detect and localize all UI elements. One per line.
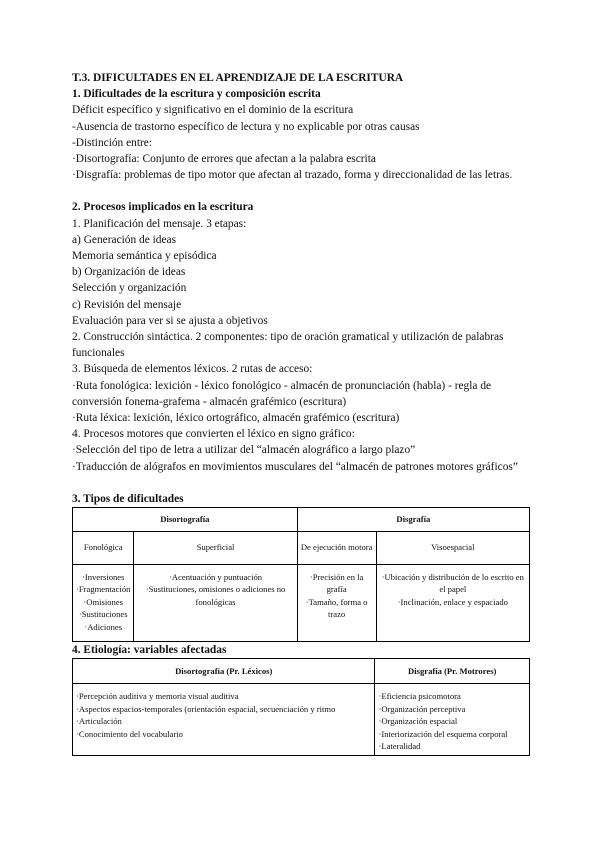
cell-item: ·Conocimiento del vocabulario [76,728,183,739]
cell-item: ·Omisiones [83,596,124,607]
section1-line: Déficit específico y significativo en el dominio de la escritura [72,104,354,117]
section2-line: 3. Búsqueda de elementos léxicos. 2 rutas de acceso: [72,363,313,376]
table-group-header: Disortografía [73,508,298,532]
section2-line: a) Generación de ideas [72,233,177,246]
section4-heading: 4. Etiología: variables afectadas [72,643,227,656]
table-subheader: Visoespacial [376,531,529,564]
table-cell [376,564,529,641]
section2-line: Selección y organización [72,282,187,295]
cell-item: ·Organización perceptiva [378,703,466,714]
section1-line: ·Disgrafía: problemas de tipo motor que afectan al trazado, forma y direccionalidad de las letras. [72,169,513,182]
table-group-header: Disgrafía [297,508,529,532]
cell-item: ·Organización espacial [378,716,458,727]
cell-item: ·Tamaño, forma o trazo [305,596,368,620]
section2-line: c) Revisión del mensaje [72,298,182,311]
section2-line: ·Traducción de alógrafos en movimientos musculares del “almacén de patrones motores gráficos” [72,460,518,473]
table-cell [375,684,530,756]
section2-line: 2. Construcción sintáctica. 2 componentes: tipo de oración gramatical y utilización de palabras funcionales [72,331,504,360]
section1-line: -Ausencia de trastorno específico de lectura y no explicable por otras causas [72,120,420,133]
table-subheader: De ejecución motora [297,531,376,564]
section2-heading: 2. Procesos implicados en la escritura [72,201,254,214]
cell-item: ·Eficiencia psicomotora [378,691,461,702]
cell-item: ·Adiciones [84,621,123,632]
table-cell [134,564,297,641]
section2-line: ·Ruta léxica: lexición, léxico ortográfico, almacén grafémico (escritura) [72,412,400,425]
cell-item: ·Ubicación y distribución de lo escrito en el papel [381,571,524,595]
table-header: Disortografía (Pr. Léxicos) [73,658,375,684]
section1-line: ·Disortografía: Conjunto de errores que afectan a la palabra escrita [72,153,376,166]
section2-line: Memoria semántica y episódica [72,250,217,263]
cell-item: ·Inversiones [81,571,125,582]
section2-line: Evaluación para ver si se ajusta a objetivos [72,314,268,327]
section2-line: 1. Planificación del mensaje. 3 etapas: [72,217,247,230]
cell-item: ·Percepción auditiva y memoria visual auditiva [76,691,239,702]
table-cell [73,564,134,641]
document-title: T.3. DIFICULTADES EN EL APRENDIZAJE DE LA ESCRITURA [72,72,404,84]
table-cell [73,684,375,756]
difficulty-types-table [72,507,530,642]
section3-heading: 3. Tipos de dificultades [72,492,184,505]
cell-item: ·Acentuación y puntuación [169,571,263,582]
section2-line: ·Ruta fonológica: lexición - léxico fonológico - almacén de pronunciación (habla) - regla de conversión fonema-grafema - almacén grafémico (escritura) [72,379,492,408]
section2-line: ·Selección del tipo de letra a utilizar del “almacén alográfico a largo plazo” [72,444,416,457]
table-header: Disgrafía (Pr. Motrores) [375,658,530,684]
etiology-table [72,658,530,756]
cell-item: ·Lateralidad [378,741,421,752]
document-page [72,70,534,756]
section2-line: b) Organización de ideas [72,266,186,279]
section1-line: -Distinción entre: [72,136,153,149]
section2-line: 4. Procesos motores que convierten el léxico en signo gráfico: [72,428,355,441]
cell-item: ·Inclinación, enlace y espaciado [397,596,508,607]
cell-item: ·Sustituciones, omisiones o adiciones no fonológicas [145,584,286,607]
table-subheader: Superficial [134,531,297,564]
cell-item: ·Interiorización del esquema corporal [378,728,508,739]
cell-item: ·Fragmentación [76,584,131,595]
cell-item: ·Precisión en la grafía [309,571,364,595]
cell-item: ·Sustituciones [78,609,128,620]
cell-item: ·Articulación [76,716,122,727]
cell-item: ·Aspectos espacios-temporales (orientación espacial, secuenciación y ritmo [76,703,336,714]
table-cell [297,564,376,641]
section1-heading: 1. Dificultades de la escritura y composición escrita [72,88,321,101]
table-subheader: Fonológica [73,531,134,564]
